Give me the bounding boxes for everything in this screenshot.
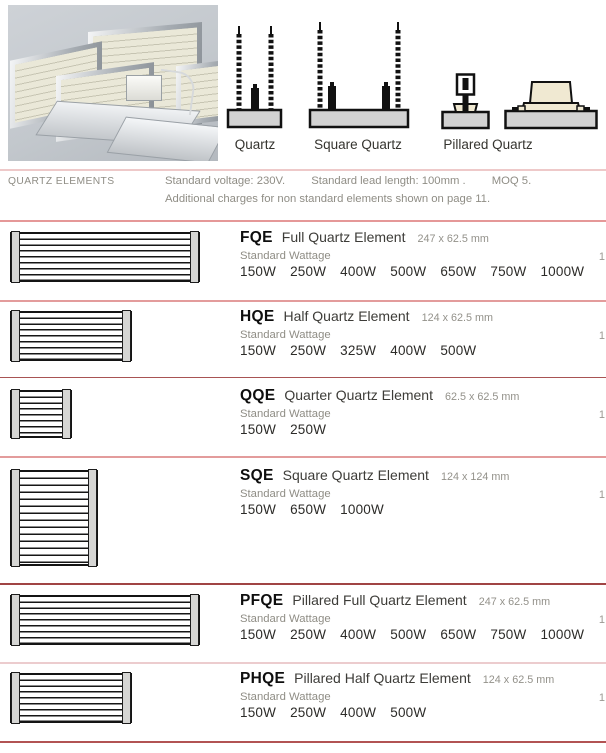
wattage-value: 750W: [490, 627, 527, 642]
divider: [0, 662, 606, 664]
wattage-value: 1000W: [540, 264, 585, 279]
divider: [0, 741, 606, 743]
section-info-line2: Additional charges for non standard elements shown on page 11.: [165, 193, 491, 205]
edge-clipped-text: 1: [598, 692, 605, 704]
wattage-value: 150W: [240, 264, 277, 279]
element-thumbnail-fqe: [10, 232, 200, 282]
wattage-value: 650W: [440, 264, 477, 279]
wattage-list: [240, 422, 592, 437]
diagram-label-square-quartz: Square Quartz: [314, 137, 402, 152]
section-info-line1: [165, 175, 557, 187]
wattage-value: 250W: [290, 705, 327, 720]
quartz-diagram: [226, 24, 284, 130]
product-row-hqe: [0, 303, 606, 377]
wattage-value: 150W: [240, 627, 277, 642]
wattage-value: 400W: [390, 343, 427, 358]
standard-wattage-label: Standard Wattage: [240, 329, 331, 341]
edge-clipped-text: 1: [598, 614, 605, 626]
wattage-value: 250W: [290, 343, 327, 358]
diagram-label-quartz: Quartz: [234, 137, 276, 152]
wattage-value: 150W: [240, 705, 277, 720]
divider: [0, 583, 606, 585]
wattage-list: [240, 502, 592, 517]
edge-clipped-text: 1: [598, 330, 605, 342]
product-code: QQE: [240, 387, 276, 404]
standard-wattage-label: Standard Wattage: [240, 691, 331, 703]
edge-clipped-text: 1: [598, 409, 605, 421]
product-row-qqe: [0, 382, 606, 456]
wattage-list: [240, 705, 592, 720]
wattage-value: 500W: [440, 343, 477, 358]
wattage-value: 650W: [440, 627, 477, 642]
pillared-quartz-large-diagram: [504, 79, 598, 130]
product-dimensions: 62.5 x 62.5 mm: [444, 391, 520, 403]
standard-wattage-label: Standard Wattage: [240, 250, 331, 262]
product-dimensions: 124 x 124 mm: [440, 471, 510, 483]
wattage-value: 150W: [240, 502, 277, 517]
pillared-quartz-small-diagram: [441, 73, 491, 130]
wattage-list: [240, 627, 592, 642]
product-row-phqe: [0, 665, 606, 741]
product-name: Full Quartz Element: [281, 229, 406, 245]
wattage-value: 400W: [340, 705, 377, 720]
wattage-value: 325W: [340, 343, 377, 358]
diagram-label-pillared-quartz: Pillared Quartz: [443, 137, 533, 152]
product-row-sqe: [0, 462, 606, 583]
wattage-value: 400W: [340, 264, 377, 279]
product-name: Square Quartz Element: [282, 467, 429, 483]
edge-clipped-text: 1: [598, 489, 605, 501]
product-dimensions: 124 x 62.5 mm: [421, 312, 493, 324]
product-code: PFQE: [240, 592, 284, 609]
edge-clipped-text: 1: [598, 251, 605, 263]
photo-junction-box: [126, 75, 162, 101]
standard-voltage: Standard voltage: 230V.: [165, 175, 286, 187]
element-thumbnail-sqe: [10, 470, 98, 566]
wattage-value: 750W: [490, 264, 527, 279]
product-code: PHQE: [240, 670, 286, 687]
product-name: Pillared Full Quartz Element: [292, 592, 467, 608]
wattage-value: 500W: [390, 627, 427, 642]
moq: MOQ 5.: [491, 175, 532, 187]
wattage-value: 400W: [340, 627, 377, 642]
standard-wattage-label: Standard Wattage: [240, 613, 331, 625]
product-row-pfqe: [0, 587, 606, 662]
product-code: FQE: [240, 229, 273, 246]
product-photo: [8, 5, 218, 161]
wattage-value: 150W: [240, 343, 277, 358]
divider: [0, 456, 606, 458]
element-thumbnail-hqe: [10, 311, 132, 361]
wattage-value: 250W: [290, 264, 327, 279]
wattage-value: 500W: [390, 264, 427, 279]
product-dimensions: 247 x 62.5 mm: [478, 596, 551, 608]
divider: [0, 220, 606, 222]
wattage-value: 500W: [390, 705, 427, 720]
wattage-value: 1000W: [540, 627, 585, 642]
divider: [0, 300, 606, 302]
standard-lead-length: Standard lead length: 100mm .: [311, 175, 466, 187]
standard-wattage-label: Standard Wattage: [240, 408, 331, 420]
wattage-value: 650W: [290, 502, 327, 517]
divider: [0, 169, 606, 171]
wattage-value: 250W: [290, 627, 327, 642]
wattage-value: 250W: [290, 422, 327, 437]
standard-wattage-label: Standard Wattage: [240, 488, 331, 500]
product-name: Half Quartz Element: [283, 308, 410, 324]
product-name: Quarter Quartz Element: [284, 387, 433, 403]
product-code: SQE: [240, 467, 274, 484]
product-name: Pillared Half Quartz Element: [294, 670, 471, 686]
product-row-fqe: [0, 224, 606, 300]
product-code: HQE: [240, 308, 275, 325]
product-dimensions: 247 x 62.5 mm: [417, 233, 489, 245]
wattage-value: 1000W: [340, 502, 384, 517]
section-title: QUARTZ ELEMENTS: [8, 176, 115, 187]
element-thumbnail-pfqe: [10, 595, 200, 645]
square-quartz-diagram: [308, 20, 410, 130]
divider: [0, 377, 606, 378]
product-dimensions: 124 x 62.5 mm: [482, 674, 555, 686]
wattage-value: 150W: [240, 422, 277, 437]
wattage-list: [240, 264, 592, 279]
wattage-list: [240, 343, 592, 358]
element-thumbnail-qqe: [10, 390, 72, 438]
element-thumbnail-phqe: [10, 673, 132, 723]
